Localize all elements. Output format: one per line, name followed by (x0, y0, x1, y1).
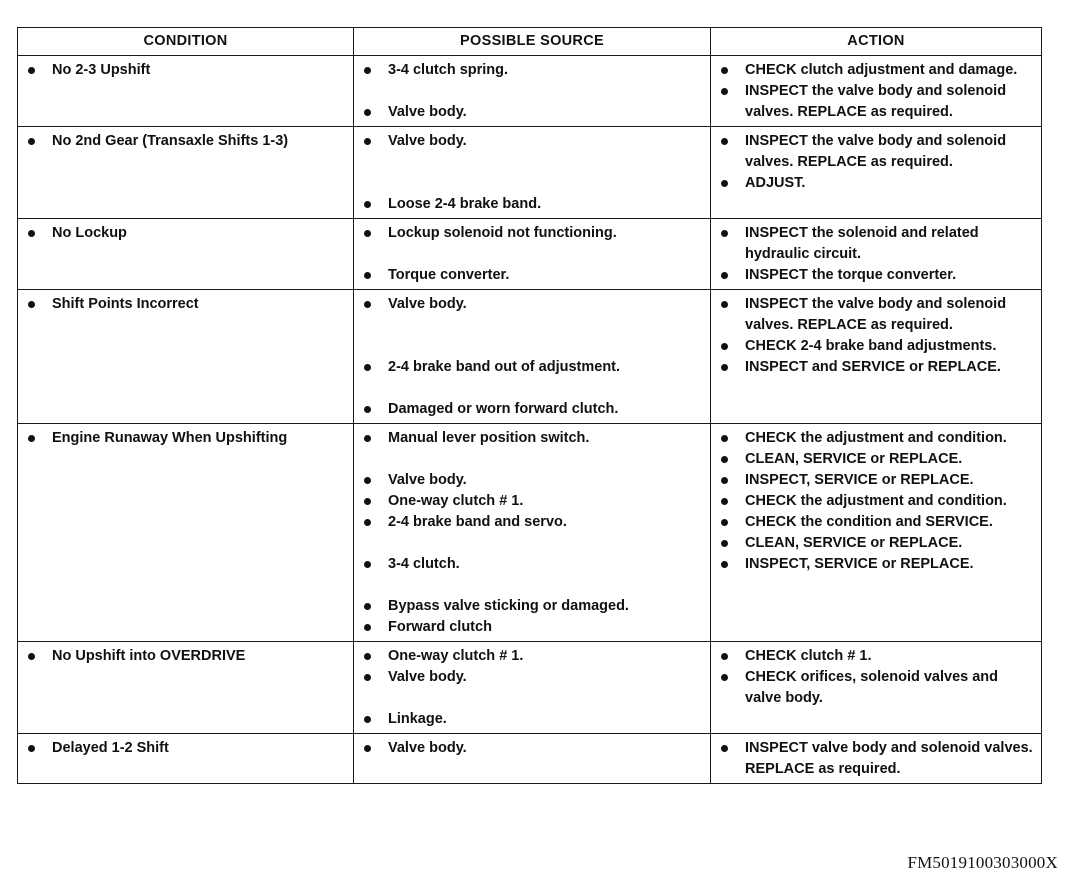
source-item: Linkage. (362, 709, 706, 730)
action-item: INSPECT valve body and solenoid valves. REPLACE as required. (719, 738, 1037, 780)
bullet-icon (721, 230, 728, 237)
bullet-icon (364, 201, 371, 208)
bullet-icon (28, 745, 35, 752)
bullet-icon (364, 435, 371, 442)
bullet-icon (721, 364, 728, 371)
source-cell (354, 424, 711, 642)
action-cell (711, 734, 1042, 784)
action-item: CHECK the condition and SERVICE. (719, 512, 1037, 533)
action-item: INSPECT and SERVICE or REPLACE. (719, 357, 1037, 378)
action-cell (711, 56, 1042, 127)
action-cell (711, 219, 1042, 290)
condition-item: No Upshift into OVERDRIVE (26, 646, 349, 667)
bullet-icon (364, 745, 371, 752)
bullet-icon (721, 67, 728, 74)
bullet-icon (364, 477, 371, 484)
bullet-icon (364, 603, 371, 610)
bullet-icon (28, 230, 35, 237)
condition-cell (18, 290, 354, 424)
table-row (18, 127, 1042, 219)
source-cell (354, 734, 711, 784)
bullet-icon (721, 180, 728, 187)
table-row (18, 56, 1042, 127)
source-item: 2-4 brake band out of adjustment. (362, 357, 706, 378)
bullet-icon (364, 138, 371, 145)
action-item: INSPECT the valve body and solenoid valves. REPLACE as required. (719, 131, 1037, 173)
bullet-icon (364, 364, 371, 371)
condition-cell (18, 642, 354, 734)
source-item: Manual lever position switch. (362, 428, 706, 449)
bullet-icon (721, 456, 728, 463)
source-item: 2-4 brake band and servo. (362, 512, 706, 533)
action-item: CLEAN, SERVICE or REPLACE. (719, 449, 1037, 470)
condition-item: Delayed 1-2 Shift (26, 738, 349, 759)
bullet-icon (721, 272, 728, 279)
header-possible-source: POSSIBLE SOURCE (354, 28, 711, 56)
source-item: Damaged or worn forward clutch. (362, 399, 706, 420)
bullet-icon (364, 674, 371, 681)
source-item: 3-4 clutch. (362, 554, 706, 575)
action-cell (711, 642, 1042, 734)
action-item: CHECK clutch # 1. (719, 646, 1037, 667)
bullet-icon (721, 653, 728, 660)
action-cell (711, 127, 1042, 219)
action-item: INSPECT the solenoid and related hydraulic circuit. (719, 223, 1037, 265)
bullet-icon (28, 653, 35, 660)
condition-item: Engine Runaway When Upshifting (26, 428, 349, 449)
source-item: 3-4 clutch spring. (362, 60, 706, 81)
bullet-icon (721, 343, 728, 350)
bullet-icon (364, 561, 371, 568)
source-cell (354, 56, 711, 127)
bullet-icon (28, 435, 35, 442)
action-item: INSPECT, SERVICE or REPLACE. (719, 554, 1037, 575)
header-row (18, 28, 1042, 56)
bullet-icon (28, 301, 35, 308)
bullet-icon (364, 498, 371, 505)
condition-cell (18, 127, 354, 219)
bullet-icon (721, 477, 728, 484)
source-item: Loose 2-4 brake band. (362, 194, 706, 215)
source-item: Valve body. (362, 131, 706, 152)
table-row (18, 219, 1042, 290)
source-cell (354, 127, 711, 219)
action-item: CLEAN, SERVICE or REPLACE. (719, 533, 1037, 554)
condition-item: No Lockup (26, 223, 349, 244)
table-row (18, 290, 1042, 424)
condition-cell (18, 219, 354, 290)
header-condition: CONDITION (18, 28, 354, 56)
action-item: CHECK the adjustment and condition. (719, 491, 1037, 512)
source-item: Valve body. (362, 294, 706, 315)
action-cell (711, 290, 1042, 424)
condition-item: No 2-3 Upshift (26, 60, 349, 81)
action-cell (711, 424, 1042, 642)
condition-item: Shift Points Incorrect (26, 294, 349, 315)
bullet-icon (721, 498, 728, 505)
bullet-icon (721, 745, 728, 752)
bullet-icon (364, 624, 371, 631)
table-row (18, 734, 1042, 784)
condition-cell (18, 734, 354, 784)
action-item: CHECK 2-4 brake band adjustments. (719, 336, 1037, 357)
bullet-icon (721, 138, 728, 145)
condition-cell (18, 56, 354, 127)
bullet-icon (721, 435, 728, 442)
source-item: Torque converter. (362, 265, 706, 286)
action-item: INSPECT the torque converter. (719, 265, 1037, 286)
bullet-icon (28, 138, 35, 145)
source-item: Bypass valve sticking or damaged. (362, 596, 706, 617)
source-item: One-way clutch # 1. (362, 491, 706, 512)
bullet-icon (364, 406, 371, 413)
bullet-icon (721, 540, 728, 547)
bullet-icon (721, 561, 728, 568)
table-row (18, 424, 1042, 642)
condition-item: No 2nd Gear (Transaxle Shifts 1-3) (26, 131, 349, 152)
action-item: INSPECT the valve body and solenoid valves. REPLACE as required. (719, 294, 1037, 336)
source-cell (354, 642, 711, 734)
table-row (18, 642, 1042, 734)
source-item: Valve body. (362, 102, 706, 123)
source-item: One-way clutch # 1. (362, 646, 706, 667)
bullet-icon (364, 67, 371, 74)
bullet-icon (364, 230, 371, 237)
bullet-icon (28, 67, 35, 74)
source-item: Lockup solenoid not functioning. (362, 223, 706, 244)
action-item: INSPECT, SERVICE or REPLACE. (719, 470, 1037, 491)
action-item: CHECK clutch adjustment and damage. (719, 60, 1037, 81)
condition-cell (18, 424, 354, 642)
bullet-icon (721, 519, 728, 526)
action-item: INSPECT the valve body and solenoid valves. REPLACE as required. (719, 81, 1037, 123)
bullet-icon (721, 301, 728, 308)
source-item: Valve body. (362, 738, 706, 759)
bullet-icon (364, 519, 371, 526)
figure-code: FM5019100303000X (907, 853, 1058, 872)
bullet-icon (364, 272, 371, 279)
source-item: Valve body. (362, 667, 706, 688)
source-item: Forward clutch (362, 617, 706, 638)
source-cell (354, 219, 711, 290)
bullet-icon (364, 301, 371, 308)
action-item: CHECK orifices, solenoid valves and valve body. (719, 667, 1037, 709)
action-item: CHECK the adjustment and condition. (719, 428, 1037, 449)
source-item: Valve body. (362, 470, 706, 491)
header-action: ACTION (711, 28, 1042, 56)
bullet-icon (721, 674, 728, 681)
bullet-icon (364, 653, 371, 660)
bullet-icon (364, 109, 371, 116)
source-cell (354, 290, 711, 424)
bullet-icon (364, 716, 371, 723)
action-item: ADJUST. (719, 173, 1037, 194)
bullet-icon (721, 88, 728, 95)
diagnosis-table (17, 27, 1042, 784)
